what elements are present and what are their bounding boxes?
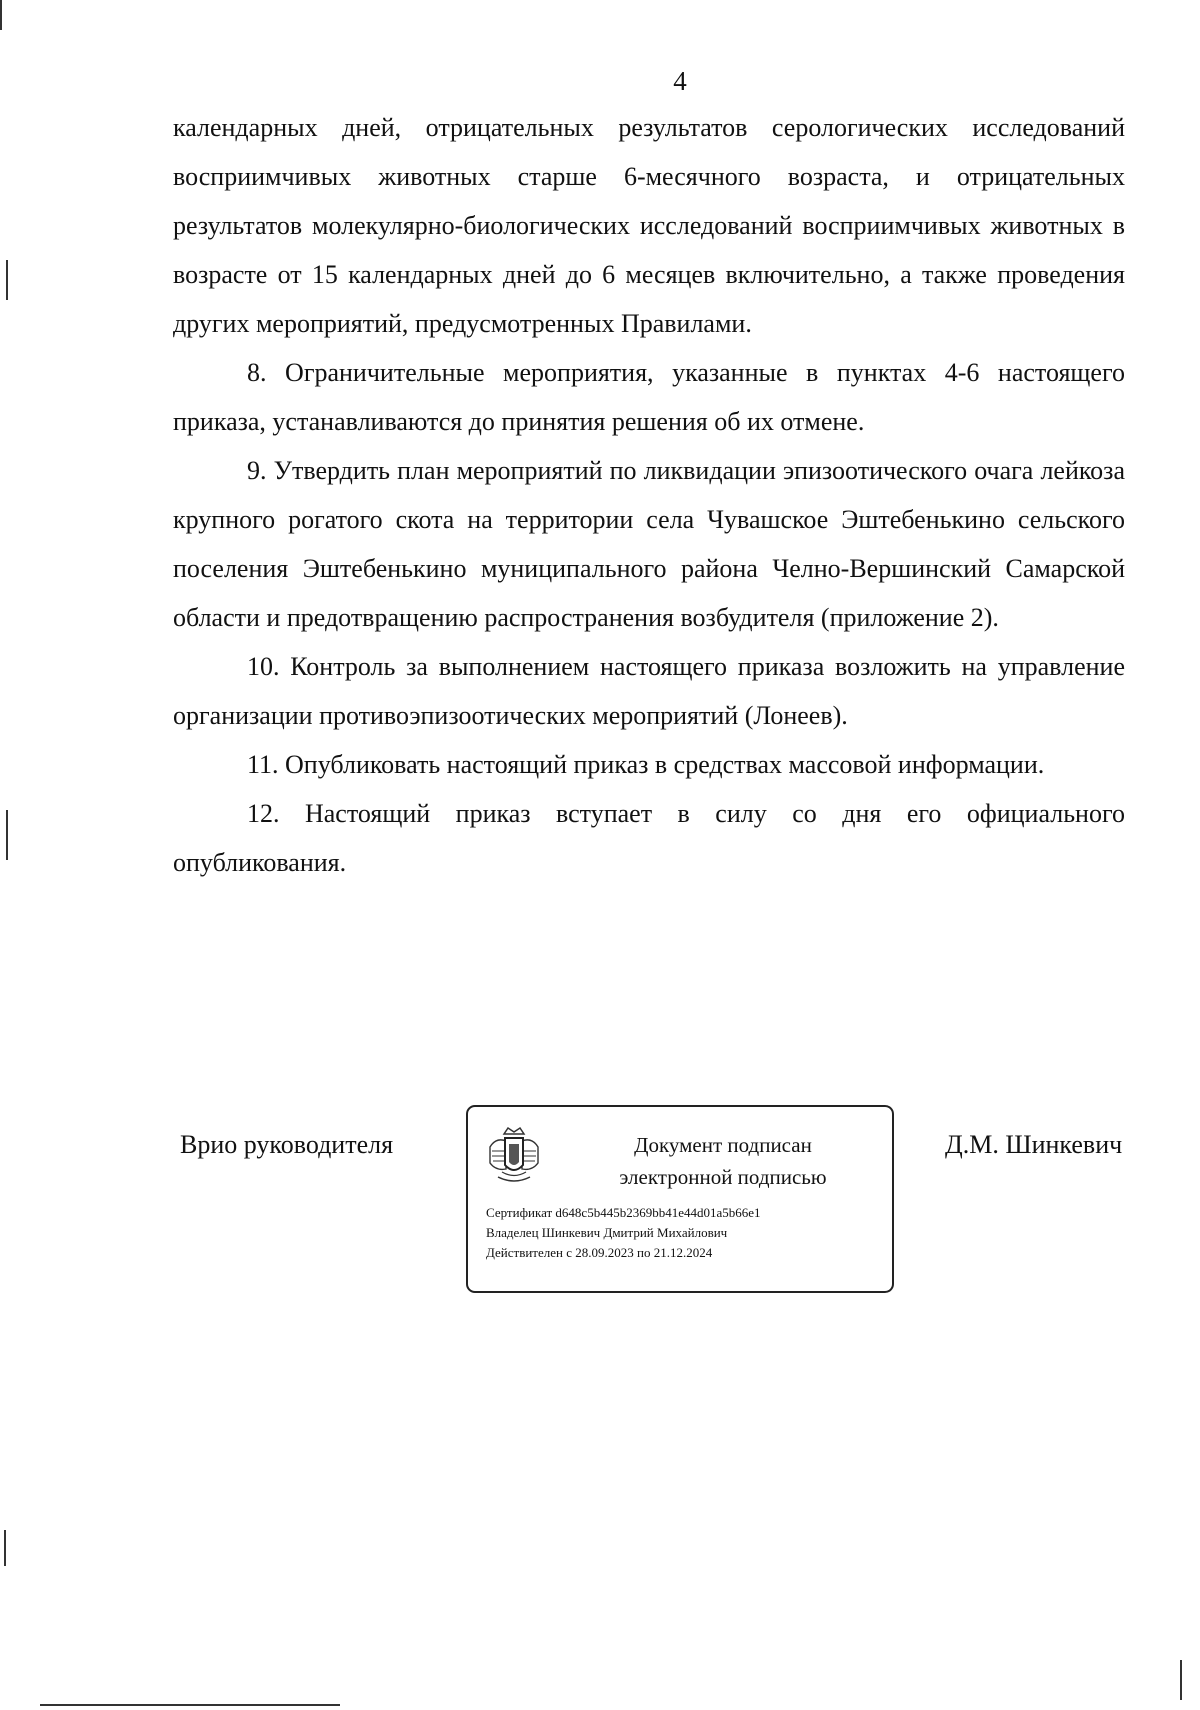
certificate-number: Сертификат d648c5b445b2369bb41e44d01a5b66e1	[486, 1205, 761, 1220]
signer-title: Врио руководителя	[180, 1130, 394, 1159]
paragraph-item-8: 8. Ограничительные мероприятия, указанные в пунктах 4-6 настоящего приказа, устанавливаются до принятия решения об их отмене.	[173, 358, 1125, 436]
signer-name: Д.М. Шинкевич	[945, 1130, 1123, 1159]
document-body	[173, 103, 1125, 887]
scan-artifact	[40, 1704, 340, 1706]
paragraph-continuation: календарных дней, отрицательных результатов серологических исследований восприимчивых животных старше 6-месячного возраста, и отрицательных результатов молекулярно-биологических исследований восприимчивых животных в возрасте от 15 календарных дней до 6 месяцев включительно, а также проведения других мероприятий, предусмотренных Правилами.	[173, 113, 1125, 338]
scan-artifact	[6, 810, 8, 860]
scan-artifact	[1180, 1660, 1182, 1700]
scan-artifact	[4, 1530, 6, 1566]
coat-of-arms-icon	[486, 1125, 542, 1187]
page-number: 4	[673, 66, 687, 96]
electronic-signature-stamp	[466, 1105, 894, 1293]
certificate-validity: Действителен с 28.09.2023 по 21.12.2024	[486, 1245, 713, 1260]
scan-artifact	[0, 0, 2, 30]
stamp-heading-line1: Документ подписан	[634, 1133, 812, 1157]
scan-artifact	[6, 260, 8, 300]
paragraph-item-9: 9. Утвердить план мероприятий по ликвидации эпизоотического очага лейкоза крупного рогатого скота на территории села Чувашское Эштебенькино сельского поселения Эштебенькино муниципального района Челно-Вершинский Самарской области и предотвращению распространения возбудителя (приложение 2).	[173, 456, 1125, 632]
signature-block	[0, 1105, 1200, 1305]
certificate-owner: Владелец Шинкевич Дмитрий Михайлович	[486, 1225, 728, 1240]
stamp-details	[486, 1203, 886, 1263]
paragraph-item-11: 11. Опубликовать настоящий приказ в средствах массовой информации.	[247, 750, 1045, 779]
stamp-heading	[578, 1129, 868, 1193]
paragraph-item-12: 12. Настоящий приказ вступает в силу со дня его официального опубликования.	[173, 799, 1125, 877]
paragraph-item-10: 10. Контроль за выполнением настоящего приказа возложить на управление организации противоэпизоотических мероприятий (Лонеев).	[173, 652, 1125, 730]
stamp-heading-line2: электронной подписью	[619, 1165, 827, 1189]
